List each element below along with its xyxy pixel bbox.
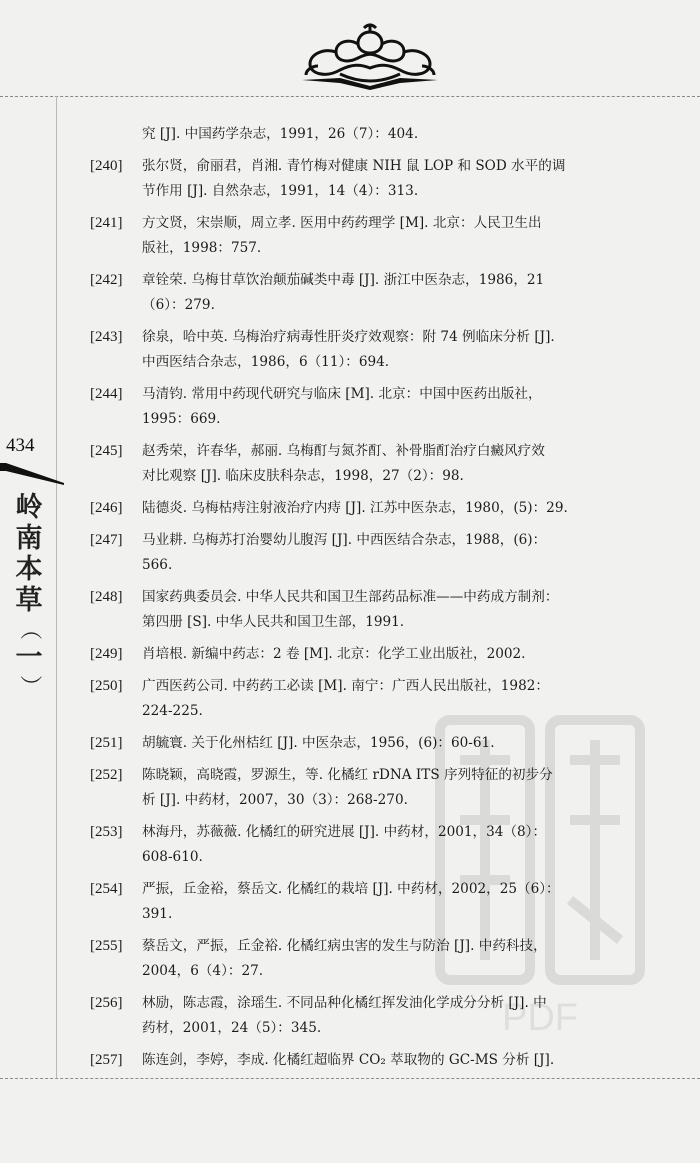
book-title-vertical <box>14 492 44 699</box>
reference-number: [257] <box>90 1052 123 1068</box>
reference-text-line: 马清钧. 常用中药现代研究与临床 [M]. 北京：中国中医药出版社， <box>142 386 542 402</box>
reference-number: [247] <box>90 532 123 548</box>
reference-text-line: 国家药典委员会. 中华人民共和国卫生部药品标准——中药成方制剂： <box>142 589 559 605</box>
margin-line <box>56 96 57 1078</box>
reference-entry <box>90 763 672 813</box>
reference-text-line: 肖培根. 新编中药志：2 卷 [M]. 北京：化学工业出版社，2002. <box>142 646 526 662</box>
title-char: （ <box>17 617 42 640</box>
reference-text-line: 究 [J]. 中国药学杂志，1991，26（7）：404. <box>142 126 419 142</box>
reference-entry <box>90 122 672 147</box>
title-char: 一 <box>15 642 43 673</box>
reference-entry <box>90 325 672 375</box>
reference-entry <box>90 439 672 489</box>
reference-entry <box>90 820 672 870</box>
reference-text-line: 陈晓颖，高晓霞，罗源生，等. 化橘红 rDNA ITS 序列特征的初步分 <box>142 767 553 783</box>
reference-entry <box>90 642 672 667</box>
reference-number: [248] <box>90 589 123 605</box>
reference-entry <box>90 496 672 521</box>
reference-number: [245] <box>90 443 123 459</box>
reference-text-line: 蔡岳文，严振，丘金裕. 化橘红病虫害的发生与防治 [J]. 中药科技， <box>142 938 547 954</box>
title-char: 草 <box>15 585 43 616</box>
reference-text-line: 对比观察 [J]. 临床皮肤科杂志，1998，27（2）：98. <box>142 468 464 484</box>
reference-text-line: 2004，6（4）：27. <box>142 963 264 979</box>
reference-text-line: 广西医药公司. 中药药工必读 [M]. 南宁：广西人民出版社，1982： <box>142 678 549 694</box>
page-tab-marker <box>0 461 64 487</box>
reference-number: [241] <box>90 215 123 231</box>
watermark-text: PDF <box>502 997 578 1039</box>
page-number: 434 <box>6 435 35 456</box>
reference-text-line: 药材，2001，24（5）：345. <box>142 1020 322 1036</box>
reference-entry <box>90 991 672 1041</box>
reference-text-line: 胡毓寰. 关于化州桔红 [J]. 中医杂志，1956，(6)：60-61. <box>142 735 495 751</box>
reference-entry <box>90 674 672 724</box>
reference-text-line: 林励，陈志霞，涂瑶生. 不同品种化橘红挥发油化学成分分析 [J]. 中 <box>142 995 547 1011</box>
reference-text-line: 张尔贤，俞丽君，肖湘. 青竹梅对健康 NIH 鼠 LOP 和 SOD 水平的调 <box>142 158 566 174</box>
reference-text-line: 第四册 [S]. 中华人民共和国卫生部，1991. <box>142 614 405 630</box>
reference-entry <box>90 268 672 318</box>
reference-entry <box>90 934 672 984</box>
reference-text-line: 严振，丘金裕，蔡岳文. 化橘红的栽培 [J]. 中药材，2002，25（6）： <box>142 881 560 897</box>
reference-text-line: 陆德炎. 乌梅枯痔注射液治疗内痔 [J]. 江苏中医杂志，1980，(5)：29. <box>142 500 568 516</box>
reference-text-line: 391. <box>142 906 173 922</box>
reference-text-line: 赵秀荣，许春华，郝丽. 乌梅酊与氮芥酊、补骨脂酊治疗白癜风疗效 <box>142 443 545 459</box>
reference-text-line: 节作用 [J]. 自然杂志，1991，14（4）：313. <box>142 183 419 199</box>
reference-text-line: 224-225. <box>142 703 203 719</box>
reference-entry <box>90 382 672 432</box>
reference-number: [242] <box>90 272 123 288</box>
reference-text-line: 1995：669. <box>142 411 221 427</box>
reference-number: [246] <box>90 500 123 516</box>
reference-entry <box>90 1048 672 1073</box>
reference-list <box>90 122 672 1080</box>
reference-entry <box>90 211 672 261</box>
reference-number: [252] <box>90 767 123 783</box>
reference-number: [244] <box>90 386 123 402</box>
reference-text-line: 马业耕. 乌梅苏打治婴幼儿腹泻 [J]. 中西医结合杂志，1988，(6)： <box>142 532 547 548</box>
reference-text-line: （6）：279. <box>142 297 215 313</box>
title-char: 岭 <box>15 492 43 523</box>
reference-number: [253] <box>90 824 123 840</box>
header-ornament <box>300 22 440 94</box>
title-char: ） <box>17 674 42 697</box>
reference-text-line: 析 [J]. 中药材，2007，30（3）：268-270. <box>142 792 408 808</box>
reference-text-line: 566. <box>142 557 173 573</box>
reference-number: [256] <box>90 995 123 1011</box>
reference-number: [254] <box>90 881 123 897</box>
reference-number: [243] <box>90 329 123 345</box>
reference-text-line: 方文贤，宋崇顺，周立孝. 医用中药药理学 [M]. 北京：人民卫生出 <box>142 215 542 231</box>
reference-entry <box>90 731 672 756</box>
reference-text-line: 中西医结合杂志，1986，6（11）：694. <box>142 354 390 370</box>
reference-text-line: 608-610. <box>142 849 203 865</box>
reference-entry <box>90 528 672 578</box>
reference-text-line: 林海丹，苏薇薇. 化橘红的研究进展 [J]. 中药材，2001，34（8）： <box>142 824 547 840</box>
reference-number: [240] <box>90 158 123 174</box>
reference-text-line: 徐泉，哈中英. 乌梅治疗病毒性肝炎疗效观察：附 74 例临床分析 [J]. <box>142 329 555 345</box>
reference-entry <box>90 877 672 927</box>
reference-entry <box>90 154 672 204</box>
reference-number: [249] <box>90 646 123 662</box>
reference-text-line: 陈连剑，李婷，李成. 化橘红超临界 CO₂ 萃取物的 GC-MS 分析 [J]. <box>142 1052 555 1068</box>
reference-number: [251] <box>90 735 123 751</box>
title-char: 南 <box>15 523 43 554</box>
reference-text-line: 章铨荣. 乌梅甘草饮治颠茄碱类中毒 [J]. 浙江中医杂志，1986，21 <box>142 272 545 288</box>
top-rule <box>0 96 700 97</box>
reference-number: [255] <box>90 938 123 954</box>
reference-text-line: 版社，1998：757. <box>142 240 262 256</box>
reference-entry <box>90 585 672 635</box>
title-char: 本 <box>15 554 43 585</box>
reference-number: [250] <box>90 678 123 694</box>
